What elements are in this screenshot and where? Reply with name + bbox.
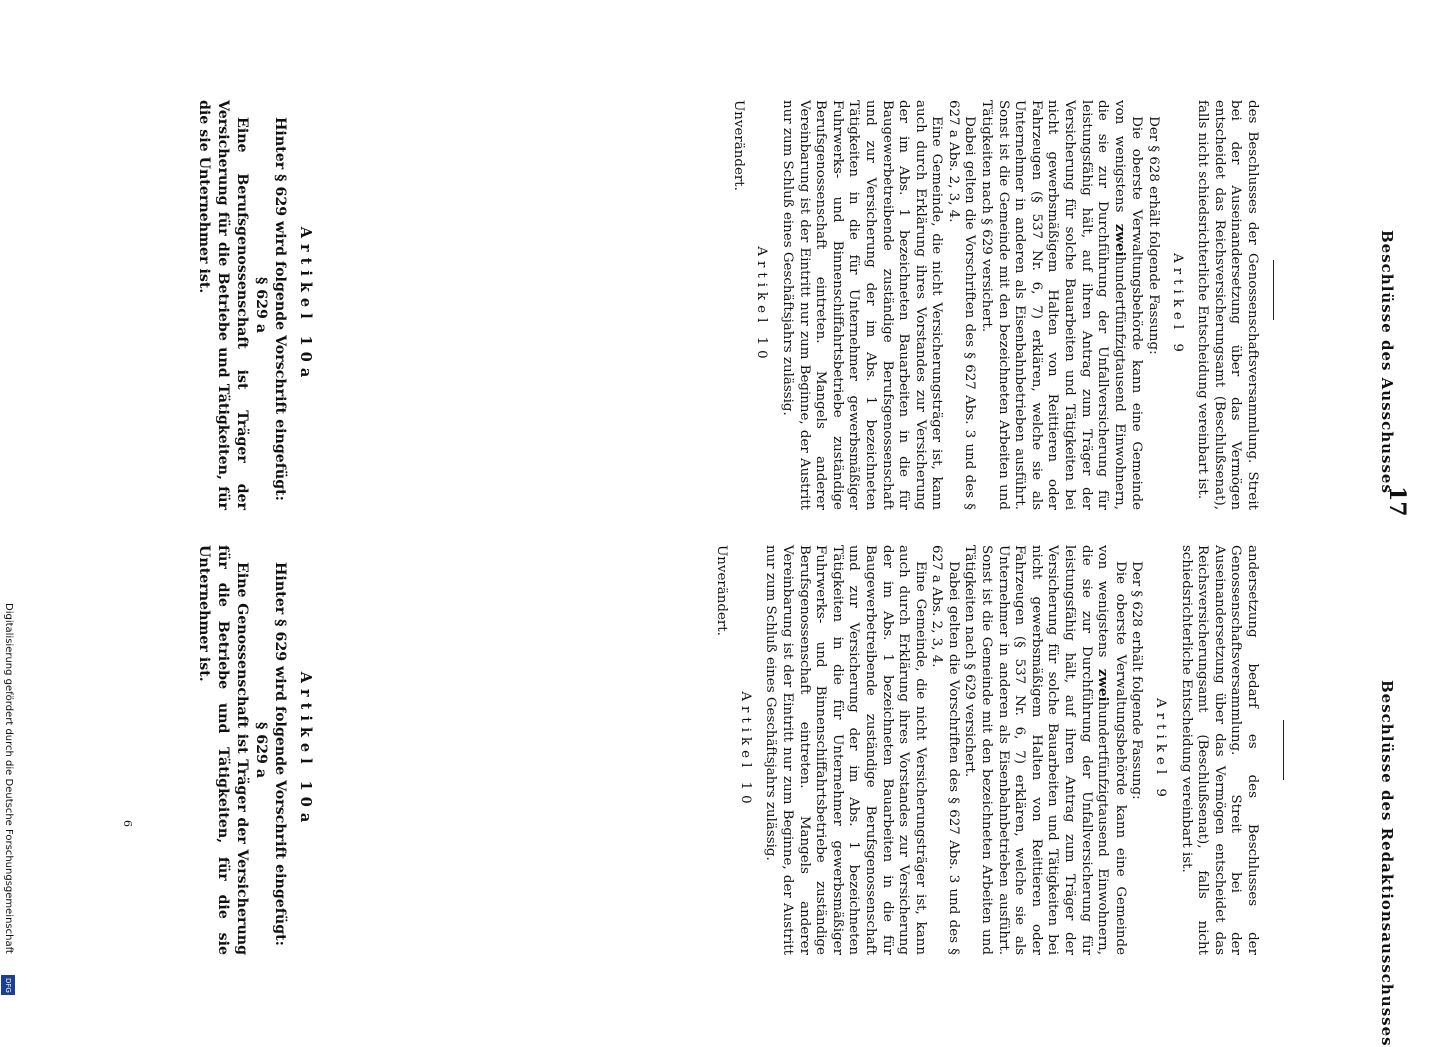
right-section629a-text: Eine Genossenschaft ist Träger der Versicherung für die Betriebe und Tätigkeiten, für die sie Unternehmer ist. (196, 545, 250, 955)
right-article9-intro: Der § 628 erhält folgende Fassung: (1129, 561, 1145, 800)
left-section629a-text: Eine Berufsgenossenschaft ist Träger der Versicherung für die Betriebe und Tätigkeiten, für die sie Unternehmer ist. (196, 100, 250, 510)
left-column-header: Beschlüsse des Ausschusses (1378, 230, 1396, 494)
right-article10a-intro: Hinter § 629 wird folgende Vorschrift eingefügt: (272, 562, 288, 946)
left-column (729, 100, 1260, 510)
digitization-attribution (0, 603, 16, 996)
right-article10-title: Artikel 10 (737, 691, 753, 809)
right-bold-block (194, 545, 324, 955)
left-article9-title: Artikel 9 (1169, 253, 1185, 357)
left-header-rule (1273, 260, 1274, 320)
right-column (713, 545, 1260, 955)
left-section629a-title: § 629 a (253, 276, 269, 334)
left-article9-p3: Eine Gemeinde, die nicht Versicherungsträger ist, kann auch durch Erklärung ihres Vorstandes zur Versicherung der im Abs. 1 bezeichneten Bauarbeiten in die für Baugewerbetreibende zuständige Berufsgenossenschaft und zur Versicherung der im Abs. 1 bezeichneten Tätigkeiten in die für Unternehmer gewerbsmäßiger Fuhrwerks- und Binnenschiffahrtsbetriebe zuständige Berufsgenossenschaft eintreten. Mangels anderer Vereinbarung ist der Eintritt nur zum Beginne, der Austritt nur zum Schluß eines Geschäftsjahrs zulässig. (779, 100, 945, 510)
right-column-header: Beschlüsse des Redaktionsausschusses (1378, 680, 1396, 1047)
right-intro: andersetzung bedarf es des Beschlusses der Genossenschaftsversammlung. Streit bei der Auseinandersetzung über das Vermögen entscheidet das Reichsversicherungsamt (Beschlußsenat), falls nicht schiedsrichterliche Entscheidung vereinbart ist. (1178, 545, 1260, 955)
left-article10-title: Artikel 10 (754, 246, 770, 364)
right-article9-p3: Eine Gemeinde, die nicht Versicherungsträger ist, kann auch durch Erklärung ihres Vorstandes zur Versicherung der im Abs. 1 bezeichneten Bauarbeiten in die für Baugewerbetreibende zuständige Berufsgenossenschaft und zur Versicherung der im Abs. 1 bezeichneten Tätigkeiten in die für Unternehmer gewerbsmäßiger Fuhrwerks- und Binnenschiffahrtsbetriebe zuständige Berufsgenossenschaft eintreten. Mangels anderer Vereinbarung ist der Eintritt nur zum Beginne, der Austritt nur zum Schluß eines Geschäftsjahrs zulässig. (763, 545, 928, 955)
right-section629a-title: § 629 a (253, 721, 269, 779)
page-number: 17 (1384, 486, 1410, 517)
right-article9-p1: Die oberste Verwaltungsbehörde kann eine Gemeinde von wenigstens zweihundertfünfzigtausend Einwohnern, die sie zur Durchführung der Unfallversicherung für leistungsfähig hält, auf ihren Antrag zum Träger der Versicherung für solche Bauarbeiten und Tätigkeiten bei nicht gewerbsmäßigem Halten von Reittieren oder Fahrzeugen (§ 537 Nr. 6, 7) erklären, welche sie als Unternehmer in anderen als Eisenbahnbetrieben ausführt. Sonst ist die Gemeinde mit den bezeichneten Arbeiten und Tätigkeiten nach § 629 versichert. (962, 545, 1128, 955)
right-header-rule (1283, 720, 1284, 780)
left-intro: des Beschlusses der Genossenschaftsversammlung. Streit bei der Auseinandersetzung über das Vermögen entscheidet das Reichsversicherungsamt (Beschlußsenat), falls nicht schiedsrichterliche Entscheidung vereinbart ist. (1195, 100, 1260, 510)
left-emphasis-zwei: zwei (1111, 223, 1128, 257)
dfg-logo-icon: DFG (1, 975, 15, 995)
left-article9-intro: Der § 628 erhält folgende Fassung: (1146, 116, 1162, 355)
attribution-text: Digitalisierung gefördert durch die Deutsche Forschungsgemeinschaft (3, 603, 14, 954)
footer-mark: 6 (121, 820, 134, 827)
left-article10a-title: Artikel 10a (297, 226, 314, 384)
left-article10a-intro: Hinter § 629 wird folgende Vorschrift eingefügt: (272, 117, 288, 501)
left-article10-text: Unverändert. (730, 100, 746, 191)
right-article9-title: Artikel 9 (1153, 698, 1169, 802)
right-article9-p2: Dabei gelten die Vorschriften des § 627 Abs. 3 und des § 627 a Abs. 2, 3, 4. (929, 545, 961, 955)
left-bold-block (194, 100, 324, 510)
left-article9-p1: Die oberste Verwaltungsbehörde kann eine Gemeinde von wenigstens zweihundertfünfzigtausend Einwohnern, die sie zur Durchführung der Unfallversicherung für leistungsfähig hält, auf ihren Antrag zum Träger der Versicherung für solche Bauarbeiten und Tätigkeiten bei nicht gewerbsmäßigem Halten von Reittieren oder Fahrzeugen (§ 537 Nr. 6, 7) erklären, welche sie als Unternehmer in anderen als Eisenbahnbetrieben ausführt. Sonst ist die Gemeinde mit den bezeichneten Arbeiten und Tätigkeiten nach § 629 versichert. (979, 100, 1145, 510)
left-article9-p2: Dabei gelten die Vorschriften des § 627 Abs. 3 und des § 627 a Abs. 2, 3, 4. (945, 100, 978, 510)
right-article10-text: Unverändert. (714, 545, 730, 636)
right-article10a-title: Artikel 10a (297, 671, 314, 829)
right-emphasis-zwei: zwei (1095, 668, 1112, 702)
